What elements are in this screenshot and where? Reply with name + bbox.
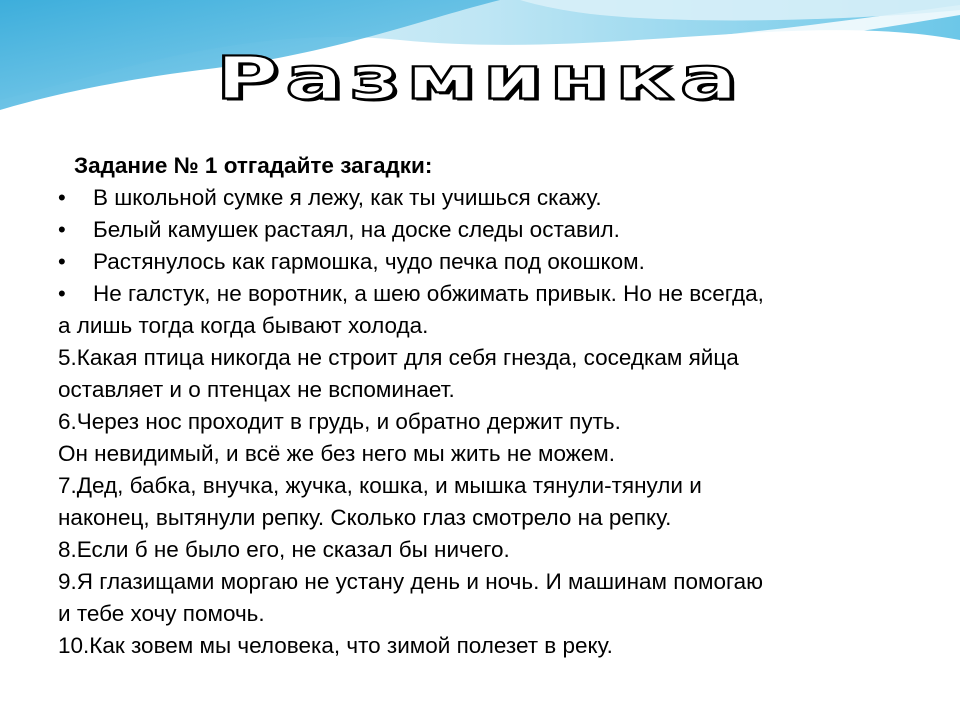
riddle-line: 6.Через нос проходит в грудь, и обратно держит путь. [58,409,621,434]
riddle-line: наконец, вытянули репку. Сколько глаз смотрело на репку. [58,505,672,530]
riddle-bullet-4 [58,278,928,310]
riddle-line: 10.Как зовем мы человека, что зимой полезет в реку. [58,633,613,658]
riddle-text: Не галстук, не воротник, а шею обжимать привык. Но не всегда, [93,281,764,306]
riddles-block [58,150,928,662]
task-heading: Задание № 1 отгадайте загадки: [74,153,433,178]
riddle-text: В школьной сумке я лежу, как ты учишься скажу. [93,185,602,210]
bullet-icon: • [58,185,66,210]
riddle-line: и тебе хочу помочь. [58,601,265,626]
riddle-line: оставляет и о птенцах не вспоминает. [58,377,455,402]
riddle-line: 8.Если б не было его, не сказал бы ничего. [58,537,510,562]
riddle-line: 5.Какая птица никогда не строит для себя гнезда, соседкам яйца [58,345,739,370]
riddle-bullet-1 [58,182,928,214]
riddle-text: Белый камушек растаял, на доске следы оставил. [93,217,620,242]
riddle-bullet-3 [58,246,928,278]
bullet-icon: • [58,249,66,274]
riddle-line: 9.Я глазищами моргаю не устану день и ночь. И машинам помогаю [58,569,764,594]
bullet-icon: • [58,281,66,306]
riddle-line: Он невидимый, и всё же без него мы жить не можем. [58,441,616,466]
riddle-text: Растянулось как гармошка, чудо печка под окошком. [93,249,645,274]
slide-title: Разминка [215,44,745,113]
riddle-bullet-2 [58,214,928,246]
riddle-line: а лишь тогда когда бывают холода. [58,313,429,338]
bullet-icon: • [58,217,66,242]
riddle-line: 7.Дед, бабка, внучка, жучка, кошка, и мышка тянули-тянули и [58,473,702,498]
